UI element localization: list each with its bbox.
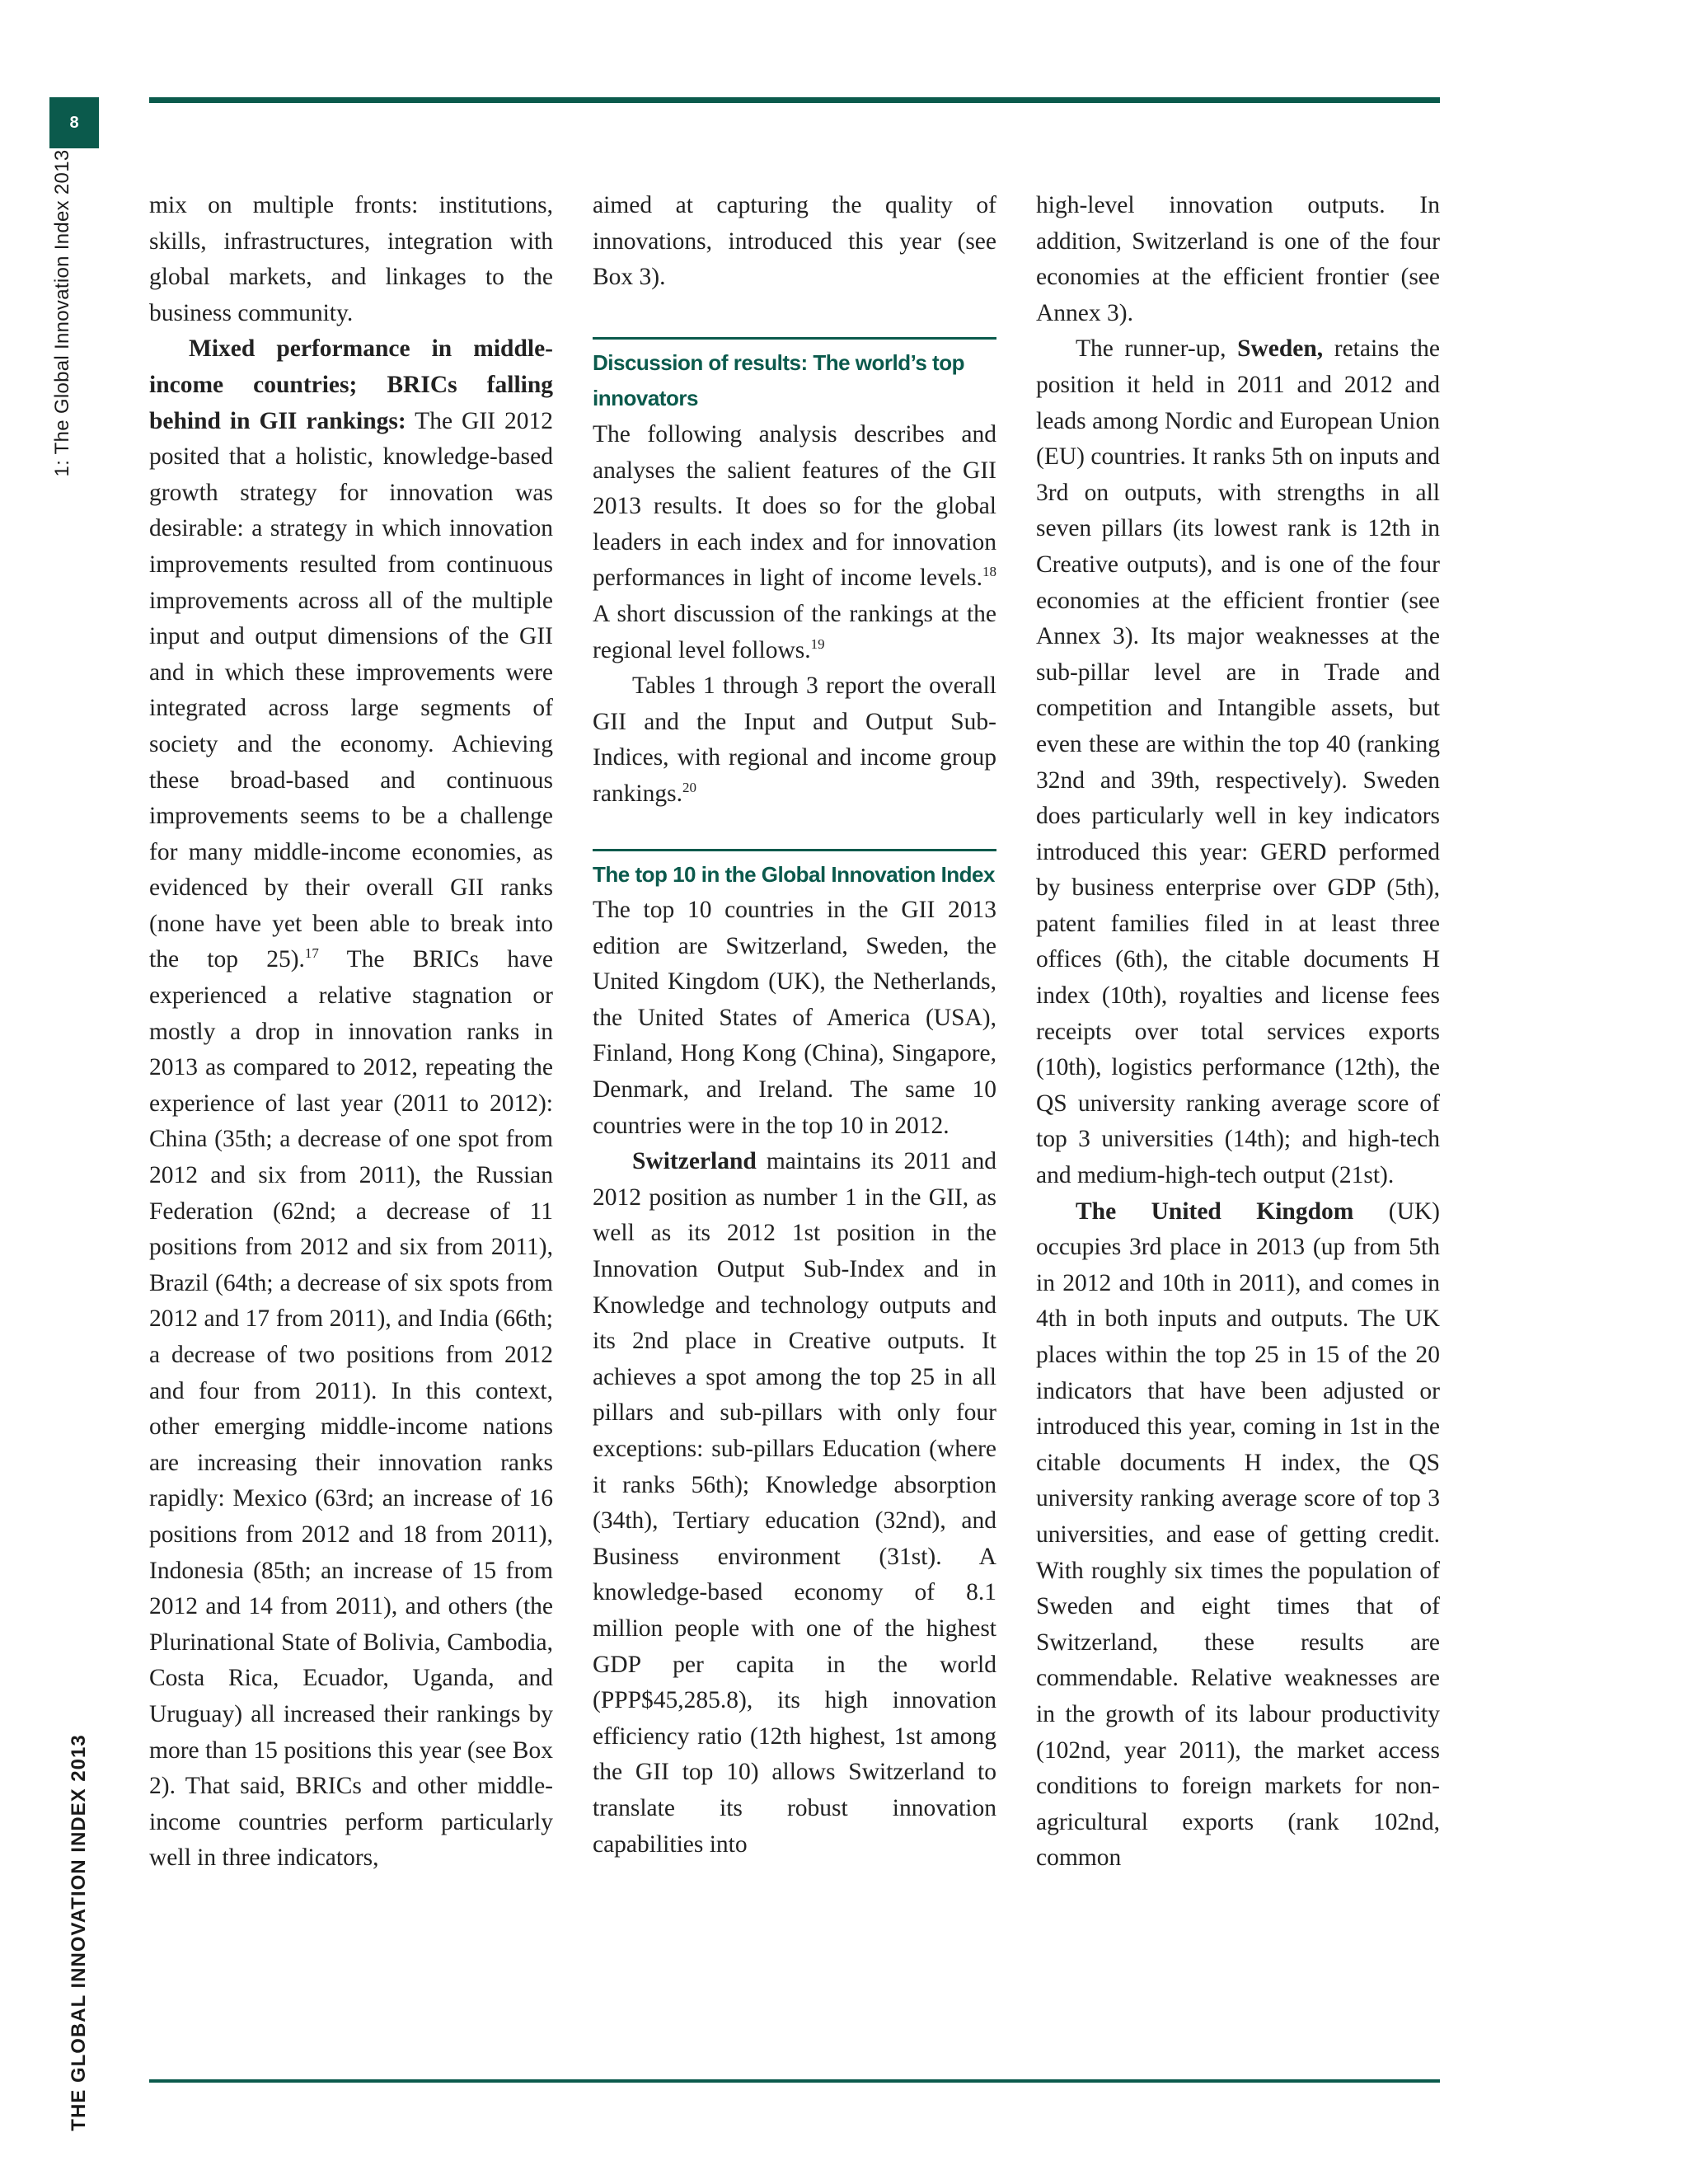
- column-3: [1036, 188, 1440, 1877]
- paragraph: [593, 417, 996, 668]
- paragraph: high-level innovation outputs. In addition, Switzerland is one of the four economies at the efficient frontier (see Annex 3).: [1036, 192, 1440, 326]
- country-name: Sweden,: [1237, 335, 1324, 363]
- footnote-ref: 20: [682, 780, 696, 796]
- section-heading-discussion: Discussion of results: The world’s top innovators: [593, 337, 996, 417]
- paragraph: [593, 668, 996, 812]
- column-1: [149, 188, 553, 1877]
- paragraph-text: A short discussion of the rankings at the regional level follows.: [593, 600, 996, 663]
- run-in-heading: Mixed performance in middle-income countries; BRICs falling behind in GII rankings:: [149, 335, 553, 434]
- top-rule: [149, 97, 1440, 103]
- footnote-ref: 19: [810, 635, 825, 652]
- paragraph-sweden: [1036, 331, 1440, 1193]
- paragraph: The top 10 countries in the GII 2013 edition are Switzerland, Sweden, the United Kingdom (UK), the Netherlands, the United States of America (USA), Finland, Hong Kong (China), Singapore, Denmark, and Ireland. The same 10 countries were in the top 10 in 2012.: [593, 897, 996, 1139]
- paragraph-text: The following analysis describes and analyses the salient features of the GII 2013 results. It does so for the global leaders in each index and for innovation performances in light of income levels.: [593, 420, 996, 592]
- page-number: [49, 97, 99, 148]
- page-number-text: 8: [69, 113, 79, 132]
- paragraph-text: Tables 1 through 3 report the overall GII and the Input and Output Sub-Indices, with regional and income group rankings.: [593, 673, 996, 807]
- bottom-rule: [149, 2079, 1440, 2083]
- footnote-ref: 18: [982, 564, 996, 580]
- paragraph-text: (UK) occupies 3rd place in 2013 (up from 5th in 2012 and 10th in 2011), and comes in 4th in both inputs and outputs. The UK places within the top 25 in 15 of the 20 indicators that have been adjusted or introduced this year, coming in 1st in the citable documents H index, the QS university ranking average score of top 3 universities, and ease of getting credit. With roughly six times the population of Sweden and eight times that of Switzerland, these results are commendable. Relative weaknesses are in the growth of its labour productivity (102nd, year 2011), the market access conditions to foreign markets for non-agricultural exports (rank 102nd, common: [1036, 1197, 1441, 1872]
- paragraph-text: The GII 2012 posited that a holistic, knowledge-based growth strategy for innovation was desirable: a strategy in which innovation improvements resulted from continuous improvements across all of the multiple input and output dimensions of the GII and in which these improvements were integrated across large segments of society and the economy. Achieving these broad-based and continuous improvements seems to be a challenge for many middle-income economies, as evidenced by their overall GII ranks (none have yet been able to break into the top 25).: [149, 407, 553, 973]
- footnote-ref: 17: [304, 945, 319, 962]
- paragraph: aimed at capturing the quality of innovations, introduced this year (see Box 3).: [593, 192, 996, 291]
- paragraph-text: maintains its 2011 and 2012 position as number 1 in the GII, as well as its 2012 1st position in the Innovation Output Sub-Index and in Knowledge and technology outputs and its 2nd place in Creative outputs. It achieves a spot among the top 25 in all pillars and sub-pillars with only four exceptions: sub-pillars Education (where it ranks 56th); Knowledge absorption (34th), Tertiary education (32nd), and Business environment (31st). A knowledge-based economy of 8.1 million people with one of the highest GDP per capita in the world (PPP$45,285.8), its high innovation efficiency ratio (12th highest, 1st among the GII top 10) allows Switzerland to translate its robust innovation capabilities into: [593, 1148, 996, 1858]
- paragraph-text: retains the position it held in 2011 and 2012 and leads among Nordic and European Union (EU) countries. It ranks 5th on inputs and 3rd on outputs, with strengths in all seven pillars (its lowest rank is 12th in Creative outputs), and is one of the four economies at the efficient frontier (see Annex 3). Its major weaknesses at the sub-pillar level are in Trade and competition and Intangible assets, but even these are within the top 40 (ranking 32nd and 39th, respectively). Sweden does particularly well in key indicators introduced this year: GERD performed by business enterprise over GDP (5th), patent families filed in at least three offices (6th), the citable documents H index (10th), royalties and license fees receipts over total services exports (10th), logistics performance (12th), the QS university ranking average score of top 3 universities (14th); and high-tech and medium-high-tech output (21st).: [1036, 335, 1440, 1189]
- chapter-running-head: 1: The Global Innovation Index 2013: [51, 149, 73, 477]
- section-heading-top10: The top 10 in the Global Innovation Index: [593, 849, 996, 893]
- paragraph-text: The BRICs have experienced a relative stagnation or mostly a drop in innovation ranks in 2013 as compared to 2012, repeating the experience of last year (2011 to 2012): China (35th; a decrease of one spot from 2012 and six from 2011), the Russian Federation (62nd; a decrease of 11 positions from 2012 and six from 2011), Brazil (64th; a decrease of six spots from 2012 and 17 from 2011), and India (66th; a decrease of two positions from 2012 and four from 2011). In this context, other emerging middle-income nations are increasing their innovation ranks rapidly: Mexico (63rd; an increase of 16 positions from 2012 and 18 from 2011), Indonesia (85th; an increase of 15 from 2012 and 14 from 2011), and others (the Plurinational State of Bolivia, Cambodia, Costa Rica, Ecuador, Uganda, and Uruguay) all increased their rankings by more than 15 positions this year (see Box 2). That said, BRICs and other middle-income countries perform particularly well in three indicators,: [149, 946, 553, 1872]
- paragraph-text: The runner-up,: [1076, 335, 1238, 363]
- country-name: Switzerland: [632, 1148, 757, 1175]
- paragraph: mix on multiple fronts: institutions, skills, infrastructures, integration with global markets, and linkages to the business community.: [149, 192, 553, 326]
- publication-running-title: THE GLOBAL INNOVATION INDEX 2013: [68, 1734, 90, 2131]
- paragraph-switzerland: [593, 1144, 996, 1863]
- country-name: The United Kingdom: [1076, 1197, 1354, 1225]
- column-2: [593, 188, 996, 1863]
- paragraph-uk: [1036, 1194, 1440, 1877]
- paragraph-middle-income: [149, 331, 553, 1877]
